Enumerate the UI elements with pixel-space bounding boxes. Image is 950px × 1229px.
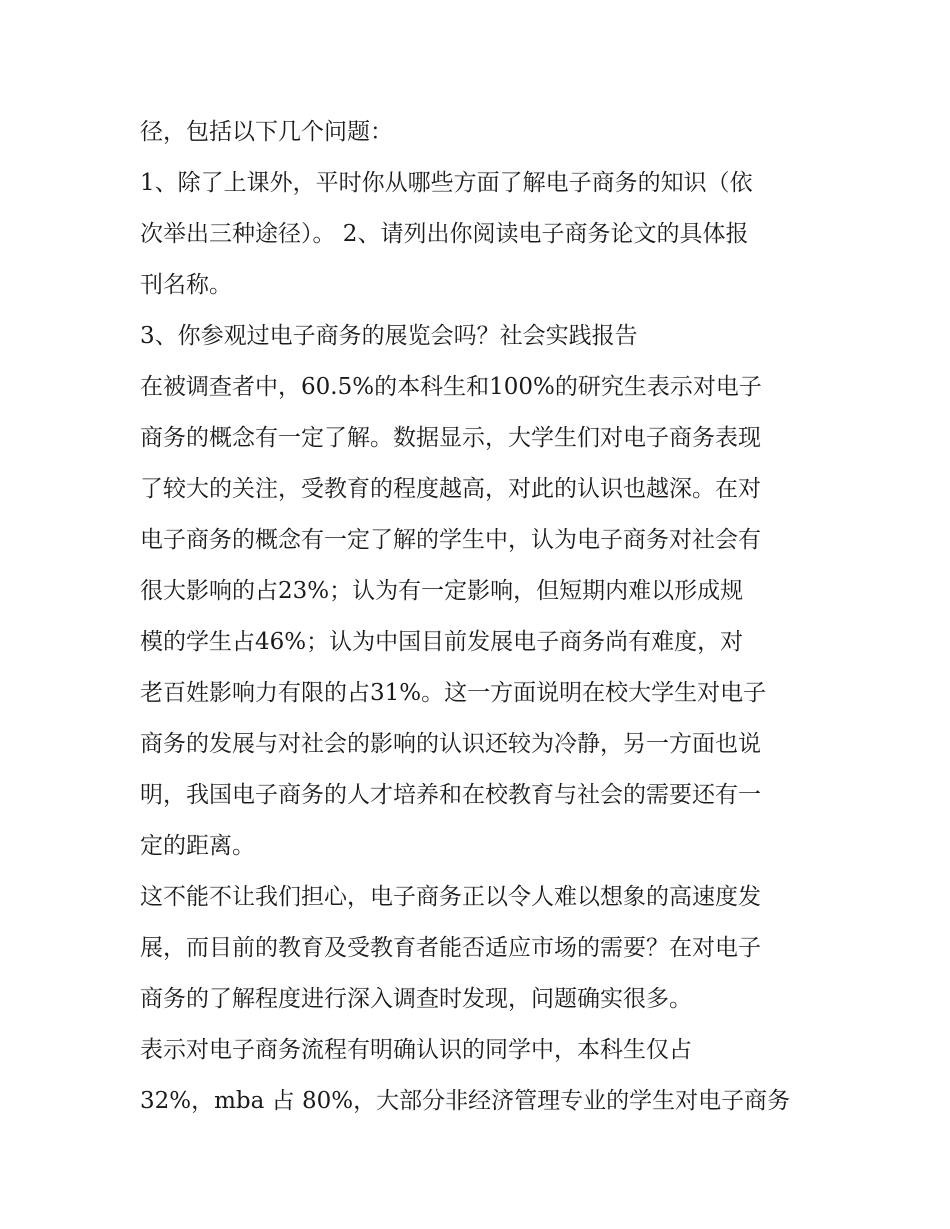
body-text xyxy=(140,107,820,1127)
text-line: 老百姓影响力有限的占31%。这一方面说明在校大学生对电子 xyxy=(140,680,767,706)
text-line: 刊名称。 xyxy=(140,272,232,298)
text-line: 商务的了解程度进行深入调查时发现，问题确实很多。 xyxy=(140,986,692,1012)
text-line: 电子商务的概念有一定了解的学生中，认为电子商务对社会有 xyxy=(140,527,761,553)
text-line: 次举出三种途径）。 2、请列出你阅读电子商务论文的具体报 xyxy=(140,221,749,247)
text-line: 商务的发展与对社会的影响的认识还较为冷静，另一方面也说 xyxy=(140,731,761,757)
text-line: 径，包括以下几个问题： xyxy=(140,119,393,145)
text-line: 了较大的关注，受教育的程度越高，对此的认识也越深。在对 xyxy=(140,476,761,502)
text-line: 模的学生占46%；认为中国目前发展电子商务尚有难度，对 xyxy=(140,629,744,655)
text-line: 这不能不让我们担心，电子商务正以令人难以想象的高速度发 xyxy=(140,884,761,910)
text-line: 在被调查者中，60.5%的本科生和100%的研究生表示对电子 xyxy=(140,374,762,400)
text-line: 1、除了上课外，平时你从哪些方面了解电子商务的知识（依 xyxy=(140,170,753,196)
text-line: 很大影响的占23%；认为有一定影响，但短期内难以形成规 xyxy=(140,578,744,604)
text-line: 商务的概念有一定了解。数据显示，大学生们对电子商务表现 xyxy=(140,425,761,451)
text-line: 定的距离。 xyxy=(140,833,255,859)
text-line: 明，我国电子商务的人才培养和在校教育与社会的需要还有一 xyxy=(140,782,761,808)
text-line: 32%，mba 占 80%，大部分非经济管理专业的学生对电子商务 xyxy=(140,1088,791,1114)
text-line: 表示对电子商务流程有明确认识的同学中，本科生仅占 xyxy=(140,1037,692,1063)
text-line: 展，而目前的教育及受教育者能否适应市场的需要？在对电子 xyxy=(140,935,761,961)
text-line: 3、你参观过电子商务的展览会吗？社会实践报告 xyxy=(140,323,638,349)
